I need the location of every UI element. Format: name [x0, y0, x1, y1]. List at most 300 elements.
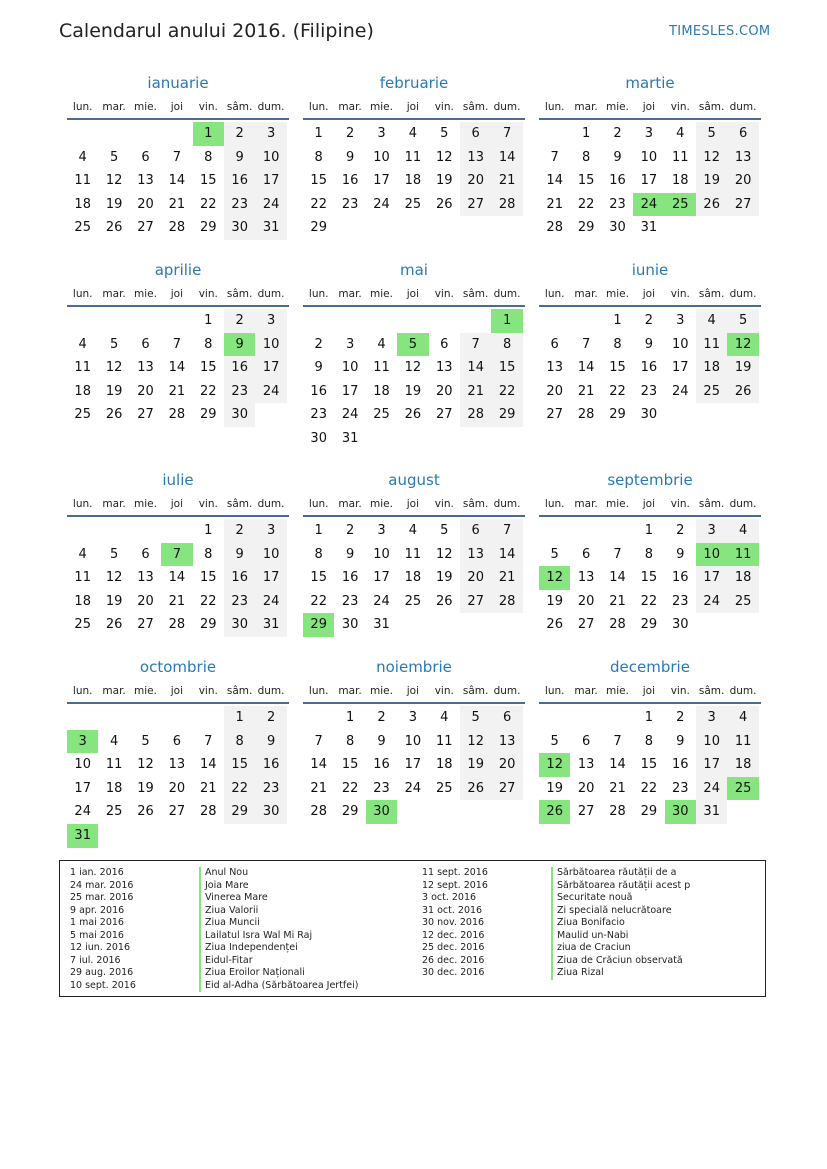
legend-dates-right: [422, 867, 488, 980]
weekday-label: lun.: [72, 101, 93, 113]
day-cell: 15: [609, 360, 626, 376]
legend-date: 12 iun. 2016: [70, 942, 131, 953]
day-cell: 26: [137, 804, 154, 820]
holiday-day-cell: 12: [727, 333, 758, 357]
day-cell: 9: [345, 546, 355, 562]
day-cell: 16: [224, 169, 255, 193]
weekday-header: [303, 493, 525, 517]
day-cell: 28: [460, 403, 491, 427]
legend-holiday-name: Maulid un-Nabi: [551, 930, 756, 943]
day-cell: 9: [255, 730, 286, 754]
weekday-header: [67, 283, 289, 307]
day-cell: 27: [460, 193, 491, 217]
day-cell: 21: [460, 380, 491, 404]
day-cell: 6: [460, 122, 491, 146]
day-cell: 14: [200, 757, 217, 773]
day-cell: 29: [200, 220, 217, 236]
day-cell: 16: [609, 173, 626, 189]
day-cell: 17: [373, 173, 390, 189]
month-name: februarie: [379, 74, 449, 92]
day-cell: 8: [314, 149, 323, 165]
weekday-label: dum.: [729, 685, 757, 697]
day-cell: 26: [436, 196, 453, 212]
legend-holiday-name: Securitate nouă: [551, 892, 756, 905]
day-cell: 19: [105, 593, 123, 609]
day-cell: 11: [404, 149, 422, 165]
month-august: [303, 467, 525, 633]
legend-holiday-name: Eidul-Fitar: [199, 955, 409, 968]
day-cell: 18: [373, 383, 390, 399]
legend-names-right: [551, 867, 756, 980]
day-cell: 28: [310, 804, 327, 820]
weekday-label: vin.: [434, 685, 454, 697]
legend-date: 1 mai 2016: [70, 917, 124, 928]
day-cell: 20: [546, 383, 563, 399]
day-cell: 12: [105, 570, 123, 586]
holiday-day-cell: 30: [665, 800, 696, 824]
day-cell: 3: [255, 309, 286, 333]
legend-holiday-name: ziua de Craciun: [551, 942, 756, 955]
weekday-label: dum.: [257, 498, 285, 510]
weekday-label: joi: [170, 101, 183, 113]
day-cell: 2: [613, 126, 622, 141]
day-cell: 5: [550, 546, 559, 562]
day-cell: 13: [491, 730, 522, 754]
holiday-day-cell: 31: [67, 824, 98, 848]
day-cell: 23: [640, 383, 658, 399]
day-cell: 1: [204, 313, 213, 328]
day-cell: 10: [404, 733, 422, 749]
holiday-day-cell: 12: [539, 753, 570, 777]
day-cell: 29: [310, 220, 327, 236]
day-cell: 18: [404, 570, 422, 586]
day-cell: 23: [341, 196, 359, 212]
day-cell: 17: [696, 753, 727, 777]
day-cell: 25: [696, 380, 727, 404]
weekday-label: mie.: [134, 498, 157, 510]
weekday-header: [539, 283, 761, 307]
day-cell: 24: [74, 804, 91, 820]
weekday-label: vin.: [434, 101, 454, 113]
day-cell: 2: [676, 710, 685, 725]
day-cell: 30: [224, 403, 255, 427]
day-cell: 2: [345, 523, 355, 538]
weekday-label: lun.: [544, 288, 565, 300]
day-cell: 11: [696, 333, 727, 357]
day-cell: 11: [74, 360, 91, 376]
month-name: noiembrie: [376, 658, 452, 676]
legend-holiday-name: Anul Nou: [199, 867, 409, 880]
day-cell: 5: [550, 733, 559, 749]
day-cell: 27: [491, 777, 522, 801]
day-cell: 27: [137, 407, 154, 423]
day-cell: 17: [255, 169, 286, 193]
day-cell: 22: [491, 380, 522, 404]
month-name: ianuarie: [147, 74, 209, 92]
day-cell: 3: [345, 336, 355, 352]
weekday-label: mie.: [134, 288, 157, 300]
weekday-label: mar.: [102, 288, 126, 300]
day-cell: 15: [341, 757, 359, 773]
day-cell: 29: [224, 800, 255, 824]
day-cell: 16: [640, 360, 658, 376]
day-cell: 9: [613, 149, 622, 165]
month-name: octombrie: [139, 658, 217, 676]
day-cell: 6: [141, 546, 150, 562]
day-cell: 16: [672, 757, 689, 773]
day-cell: 31: [373, 617, 390, 633]
day-cell: 27: [460, 590, 491, 614]
day-cell: 12: [105, 173, 123, 189]
month-name: martie: [625, 74, 675, 92]
brand-link[interactable]: TIMESLES.COM: [669, 24, 771, 39]
day-cell: 24: [255, 193, 286, 217]
day-cell: 19: [404, 383, 422, 399]
day-cell: 4: [440, 710, 449, 725]
day-cell: 29: [200, 407, 217, 423]
weekday-label: sâm.: [226, 101, 253, 113]
day-cell: 15: [310, 173, 327, 189]
day-cell: 6: [550, 336, 559, 352]
day-cell: 4: [109, 733, 119, 749]
day-cell: 13: [577, 570, 595, 586]
month-name: iulie: [162, 471, 194, 489]
day-cell: 10: [341, 360, 359, 376]
day-cell: 12: [436, 149, 453, 165]
day-cell: 14: [546, 173, 563, 189]
day-cell: 1: [345, 710, 355, 725]
legend-holiday-name: Ziua Independenței: [199, 942, 409, 955]
day-cell: 23: [672, 593, 689, 609]
day-cell: 2: [224, 122, 255, 146]
day-cell: 4: [408, 523, 418, 538]
day-cell: 28: [546, 220, 563, 236]
weekday-label: lun.: [308, 101, 329, 113]
day-cell: 11: [373, 360, 390, 376]
day-cell: 3: [377, 126, 386, 141]
day-cell: 2: [255, 706, 286, 730]
day-cell: 1: [644, 710, 654, 725]
day-cell: 8: [204, 149, 213, 165]
day-cell: 20: [436, 383, 453, 399]
day-cell: 9: [377, 733, 386, 749]
day-cell: 19: [460, 753, 491, 777]
day-cell: 17: [74, 780, 91, 796]
day-cell: 8: [204, 336, 213, 352]
day-cell: 15: [224, 753, 255, 777]
day-cell: 26: [105, 617, 123, 633]
day-cell: 7: [172, 149, 182, 165]
day-cell: 27: [577, 804, 595, 820]
legend-names-left: [199, 867, 409, 992]
legend-holiday-name: Ziua Rizal: [551, 967, 756, 980]
weekday-label: vin.: [670, 101, 690, 113]
weekday-label: mie.: [606, 685, 629, 697]
day-cell: 12: [460, 730, 491, 754]
day-cell: 14: [491, 146, 522, 170]
day-cell: 21: [491, 566, 522, 590]
legend-holiday-name: Eid al-Adha (Sărbătoarea Jertfei): [199, 980, 409, 993]
day-cell: 22: [609, 383, 626, 399]
day-cell: 2: [377, 710, 386, 725]
day-cell: 12: [137, 757, 154, 773]
day-cell: 16: [373, 757, 390, 773]
weekday-label: dum.: [729, 288, 757, 300]
day-cell: 8: [204, 546, 213, 562]
day-cell: 21: [546, 196, 563, 212]
day-cell: 28: [168, 617, 186, 633]
day-cell: 6: [460, 519, 491, 543]
day-cell: 27: [436, 407, 453, 423]
day-cell: 8: [644, 546, 654, 562]
weekday-label: mie.: [370, 685, 393, 697]
weekday-label: mar.: [574, 498, 598, 510]
legend-date: 24 mar. 2016: [70, 879, 134, 891]
day-cell: 30: [310, 431, 327, 446]
day-cell: 23: [310, 407, 327, 423]
day-cell: 18: [74, 196, 91, 212]
weekday-label: sâm.: [462, 101, 489, 113]
day-cell: 31: [341, 431, 359, 446]
month-ianuarie: [67, 70, 289, 236]
legend-date: 25 dec. 2016: [422, 942, 485, 953]
weekday-label: vin.: [434, 498, 454, 510]
legend-holiday-name: Sărbătoarea răutății de a: [551, 867, 756, 880]
day-cell: 24: [696, 590, 727, 614]
weekday-label: mie.: [134, 101, 157, 113]
day-cell: 20: [460, 169, 491, 193]
day-cell: 5: [727, 309, 758, 333]
month-octombrie: [67, 654, 289, 843]
day-cell: 17: [696, 566, 727, 590]
weekday-label: lun.: [72, 288, 93, 300]
day-cell: 20: [168, 780, 186, 796]
day-cell: 18: [74, 593, 91, 609]
month-name: septembrie: [607, 471, 693, 489]
legend-date: 26 dec. 2016: [422, 954, 485, 966]
day-cell: 4: [696, 309, 727, 333]
day-cell: 30: [255, 800, 286, 824]
weekday-label: mie.: [606, 498, 629, 510]
weekday-label: joi: [642, 685, 655, 697]
day-cell: 29: [609, 407, 626, 423]
day-cell: 24: [255, 380, 286, 404]
legend-holiday-name: Ziua Bonifacio: [551, 917, 756, 930]
day-cell: 23: [224, 590, 255, 614]
day-cell: 21: [491, 169, 522, 193]
day-cell: 13: [137, 173, 154, 189]
weekday-label: mie.: [134, 685, 157, 697]
day-cell: 24: [255, 590, 286, 614]
day-cell: 26: [727, 380, 758, 404]
day-cell: 17: [640, 173, 658, 189]
day-cell: 13: [460, 146, 491, 170]
day-cell: 29: [640, 804, 658, 820]
legend-holiday-name: Ziua de Crăciun observată: [551, 955, 756, 968]
day-cell: 24: [696, 777, 727, 801]
day-cell: 30: [224, 613, 255, 637]
day-cell: 21: [168, 383, 186, 399]
day-cell: 6: [727, 122, 758, 146]
weekday-label: dum.: [257, 101, 285, 113]
weekday-label: mar.: [338, 101, 362, 113]
weekday-header: [539, 680, 761, 704]
day-cell: 1: [644, 523, 654, 538]
day-cell: 2: [224, 519, 255, 543]
legend-date: 31 oct. 2016: [422, 904, 483, 916]
day-cell: 5: [109, 149, 119, 165]
day-cell: 15: [200, 360, 217, 376]
holiday-day-cell: 11: [727, 543, 758, 567]
holiday-day-cell: 5: [397, 333, 428, 357]
day-cell: 13: [727, 146, 758, 170]
day-cell: 1: [314, 126, 323, 141]
day-cell: 14: [491, 543, 522, 567]
day-cell: 11: [74, 570, 91, 586]
day-cell: 4: [78, 336, 87, 352]
day-cell: 11: [404, 546, 422, 562]
day-cell: 14: [609, 757, 626, 773]
day-cell: 17: [404, 757, 422, 773]
day-cell: 2: [676, 523, 685, 538]
weekday-label: lun.: [72, 685, 93, 697]
day-cell: 15: [640, 757, 658, 773]
weekday-label: sâm.: [226, 288, 253, 300]
day-cell: 30: [341, 617, 359, 633]
day-cell: 15: [310, 570, 327, 586]
day-cell: 15: [491, 356, 522, 380]
day-cell: 27: [137, 617, 154, 633]
day-cell: 25: [436, 780, 453, 796]
day-cell: 9: [345, 149, 355, 165]
day-cell: 25: [404, 593, 422, 609]
weekday-header: [539, 493, 761, 517]
weekday-label: vin.: [198, 685, 218, 697]
day-cell: 28: [168, 407, 186, 423]
legend-date: 3 oct. 2016: [422, 892, 477, 903]
day-cell: 26: [546, 617, 563, 633]
day-cell: 6: [141, 149, 150, 165]
day-cell: 14: [310, 757, 327, 773]
day-cell: 4: [727, 706, 758, 730]
holiday-day-cell: 30: [366, 800, 397, 824]
day-cell: 14: [609, 570, 626, 586]
day-cell: 20: [137, 196, 154, 212]
weekday-label: joi: [406, 498, 419, 510]
day-cell: 22: [310, 593, 327, 609]
day-cell: 10: [696, 730, 727, 754]
day-cell: 23: [341, 593, 359, 609]
weekday-label: dum.: [729, 498, 757, 510]
legend-date: 10 sept. 2016: [70, 979, 136, 991]
weekday-label: sâm.: [698, 101, 725, 113]
day-cell: 2: [224, 309, 255, 333]
day-cell: 8: [224, 730, 255, 754]
weekday-label: dum.: [257, 685, 285, 697]
weekday-label: sâm.: [698, 498, 725, 510]
day-cell: 13: [137, 360, 154, 376]
day-cell: 9: [224, 543, 255, 567]
weekday-label: sâm.: [698, 685, 725, 697]
weekday-label: joi: [170, 685, 183, 697]
weekday-label: sâm.: [226, 498, 253, 510]
day-cell: 3: [377, 523, 386, 538]
holiday-day-cell: 29: [303, 613, 334, 637]
day-cell: 7: [581, 336, 591, 352]
weekday-label: mar.: [574, 101, 598, 113]
month-name: decembrie: [610, 658, 690, 676]
day-cell: 16: [224, 566, 255, 590]
day-cell: 19: [105, 196, 123, 212]
day-cell: 29: [577, 220, 595, 236]
day-cell: 16: [310, 383, 327, 399]
day-cell: 22: [577, 196, 595, 212]
holiday-day-cell: 3: [67, 730, 98, 754]
day-cell: 18: [436, 757, 453, 773]
legend-date: 29 aug. 2016: [70, 967, 134, 978]
day-cell: 22: [200, 196, 217, 212]
day-cell: 10: [373, 546, 390, 562]
day-cell: 9: [676, 546, 685, 562]
day-cell: 14: [168, 570, 186, 586]
day-cell: 23: [255, 777, 286, 801]
weekday-label: mar.: [338, 288, 362, 300]
day-cell: 27: [727, 193, 758, 217]
day-cell: 7: [491, 519, 522, 543]
day-cell: 10: [672, 336, 689, 352]
day-cell: 29: [640, 617, 658, 633]
day-cell: 1: [204, 523, 213, 538]
day-cell: 23: [373, 780, 390, 796]
day-cell: 5: [696, 122, 727, 146]
month-name: iunie: [631, 261, 669, 279]
day-cell: 7: [550, 149, 559, 165]
day-cell: 30: [672, 617, 689, 633]
day-cell: 22: [310, 196, 327, 212]
day-cell: 19: [436, 173, 453, 189]
day-cell: 10: [640, 149, 658, 165]
weekday-label: sâm.: [462, 685, 489, 697]
day-cell: 18: [727, 753, 758, 777]
day-cell: 23: [224, 193, 255, 217]
weekday-label: mar.: [102, 498, 126, 510]
day-cell: 14: [168, 173, 186, 189]
day-cell: 25: [74, 617, 91, 633]
day-cell: 9: [676, 733, 685, 749]
day-cell: 4: [377, 336, 386, 352]
weekday-header: [67, 680, 289, 704]
day-cell: 24: [373, 593, 390, 609]
weekday-label: lun.: [72, 498, 93, 510]
holiday-legend: [59, 860, 766, 997]
day-cell: 1: [224, 706, 255, 730]
day-cell: 5: [440, 523, 449, 538]
day-cell: 19: [727, 356, 758, 380]
weekday-label: vin.: [434, 288, 454, 300]
weekday-label: lun.: [308, 288, 329, 300]
day-cell: 19: [696, 169, 727, 193]
month-name: aprilie: [154, 261, 202, 279]
weekday-label: mar.: [102, 685, 126, 697]
month-iunie: [539, 257, 761, 423]
day-cell: 7: [613, 733, 622, 749]
day-cell: 13: [546, 360, 563, 376]
day-cell: 17: [255, 566, 286, 590]
weekday-label: dum.: [493, 101, 521, 113]
day-cell: 25: [404, 196, 422, 212]
day-cell: 3: [696, 706, 727, 730]
day-cell: 10: [74, 757, 91, 773]
